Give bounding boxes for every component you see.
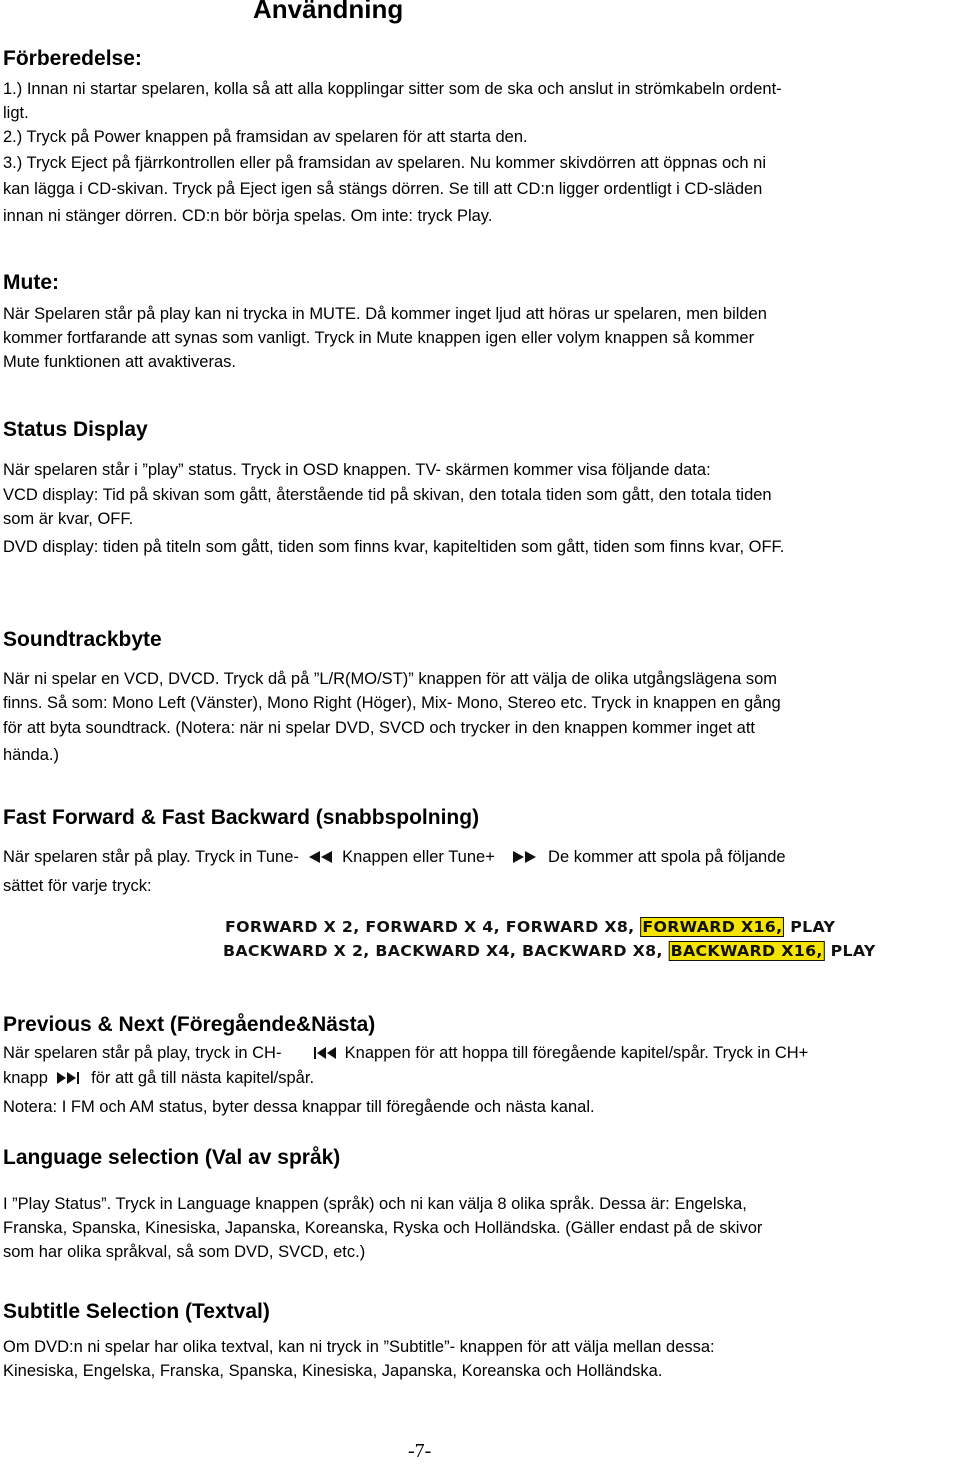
status-line: VCD display: Tid på skivan som gått, återstående tid på skivan, den totala tiden som gått, den totala tiden xyxy=(3,486,772,504)
language-heading: Language selection (Val av språk) xyxy=(3,1146,341,1169)
prep-line: kan lägga i CD-skivan. Tryck på Eject igen så stängs dörren. Se till att CD:n ligger ordentligt i CD-släden xyxy=(3,180,763,198)
backward-highlight: BACKWARD X16, xyxy=(669,941,825,961)
subtitle-line: Kinesiska, Engelska, Franska, Spanska, Kinesiska, Japanska, Koreanska och Holländska. xyxy=(3,1362,663,1380)
soundtrack-line: för att byta soundtrack. (Notera: när ni spelar DVD, SVCD och trycker in den knappen kommer inget att xyxy=(3,719,756,737)
status-line: som är kvar, OFF. xyxy=(3,510,134,528)
skip-next-icon xyxy=(57,1069,81,1089)
forward-highlight: FORWARD X16, xyxy=(640,917,784,937)
skip-previous-icon xyxy=(314,1044,338,1064)
ff-heading: Fast Forward & Fast Backward (snabbspolning) xyxy=(3,806,480,829)
prevnext-line-3: Notera: I FM och AM status, byter dessa knappar till föregående och nästa kanal. xyxy=(3,1098,595,1116)
ff-line-2: sättet för varje tryck: xyxy=(3,877,152,895)
language-line: I ”Play Status”. Tryck in Language knappen (språk) och ni kan välja 8 olika språk. Dessa är: Engelska, xyxy=(3,1195,747,1213)
ff-text-a: När spelaren står på play. Tryck in Tune- xyxy=(3,848,299,866)
mute-line: När Spelaren står på play kan ni trycka in MUTE. Då kommer inget ljud att höras ur spelaren, men bilden xyxy=(3,305,767,323)
language-line: som har olika språkval, så som DVD, SVCD, etc.) xyxy=(3,1243,366,1261)
prep-line: 1.) Innan ni startar spelaren, kolla så att alla kopplingar sitter som de ska och anslut in strömkabeln ordent- xyxy=(3,80,782,98)
language-line: Franska, Spanska, Kinesiska, Japanska, Koreanska, Ryska och Holländska. (Gäller endast på de skivor xyxy=(3,1219,763,1237)
backward-seq-text: BACKWARD X 2, BACKWARD X4, BACKWARD X8, xyxy=(223,942,663,960)
prevnext-line-1 xyxy=(3,1043,808,1064)
forward-sequence xyxy=(225,918,835,936)
soundtrack-line: När ni spelar en VCD, DVCD. Tryck då på ”L/R(MO/ST)” knappen för att välja de olika utgångslägena som xyxy=(3,670,778,688)
prevnext-line-2 xyxy=(3,1068,314,1089)
prep-line: ligt. xyxy=(3,104,29,122)
page-title: Användning xyxy=(253,0,404,24)
ff-text-b: Knappen eller Tune+ xyxy=(342,848,495,866)
prep-heading: Förberedelse: xyxy=(3,47,142,70)
prep-line: innan ni stänger dörren. CD:n bör börja spelas. Om inte: tryck Play. xyxy=(3,207,493,225)
rewind-icon xyxy=(308,848,334,868)
prevnext-text-b: Knappen för att hoppa till föregående kapitel/spår. Tryck in CH+ xyxy=(344,1044,809,1062)
page-number: -7- xyxy=(408,1440,432,1462)
subtitle-line: Om DVD:n ni spelar har olika textval, kan ni tryck in ”Subtitle”- knappen för att välja mellan dessa: xyxy=(3,1338,715,1356)
prep-line: 2.) Tryck på Power knappen på framsidan av spelaren för att starta den. xyxy=(3,128,528,146)
mute-line: Mute funktionen att avaktiveras. xyxy=(3,353,236,371)
status-line: DVD display: tiden på titeln som gått, tiden som finns kvar, kapiteltiden som gått, tiden som finns kvar, OFF. xyxy=(3,538,785,556)
prevnext-text-a: När spelaren står på play, tryck in CH- xyxy=(3,1044,282,1062)
prep-line: 3.) Tryck Eject på fjärrkontrollen eller på framsidan av spelaren. Nu kommer skivdörren att öppnas och ni xyxy=(3,154,767,172)
forward-seq-text: FORWARD X 2, FORWARD X 4, FORWARD X8, xyxy=(225,918,635,936)
backward-end-text: PLAY xyxy=(830,942,876,960)
mute-line: kommer fortfarande att synas som vanligt. Tryck in Mute knappen igen eller volym knappen så kommer xyxy=(3,329,755,347)
prevnext-text-d: för att gå till nästa kapitel/spår. xyxy=(91,1069,315,1087)
prevnext-text-c: knapp xyxy=(3,1069,48,1087)
status-heading: Status Display xyxy=(3,418,148,441)
subtitle-heading: Subtitle Selection (Textval) xyxy=(3,1300,270,1323)
fast-forward-icon xyxy=(513,848,537,868)
ff-line-1 xyxy=(3,847,786,868)
prevnext-heading: Previous & Next (Föregående&Nästa) xyxy=(3,1013,376,1036)
soundtrack-heading: Soundtrackbyte xyxy=(3,628,162,651)
ff-text-c: De kommer att spola på följande xyxy=(548,848,786,866)
backward-sequence xyxy=(223,942,876,960)
soundtrack-line: hända.) xyxy=(3,746,59,764)
soundtrack-line: finns. Så som: Mono Left (Vänster), Mono Right (Höger), Mix- Mono, Stereo etc. Tryck in knappen en gång xyxy=(3,694,781,712)
status-line: När spelaren står i ”play” status. Tryck in OSD knappen. TV- skärmen kommer visa följande data: xyxy=(3,461,711,479)
forward-end-text: PLAY xyxy=(790,918,836,936)
mute-heading: Mute: xyxy=(3,271,59,294)
